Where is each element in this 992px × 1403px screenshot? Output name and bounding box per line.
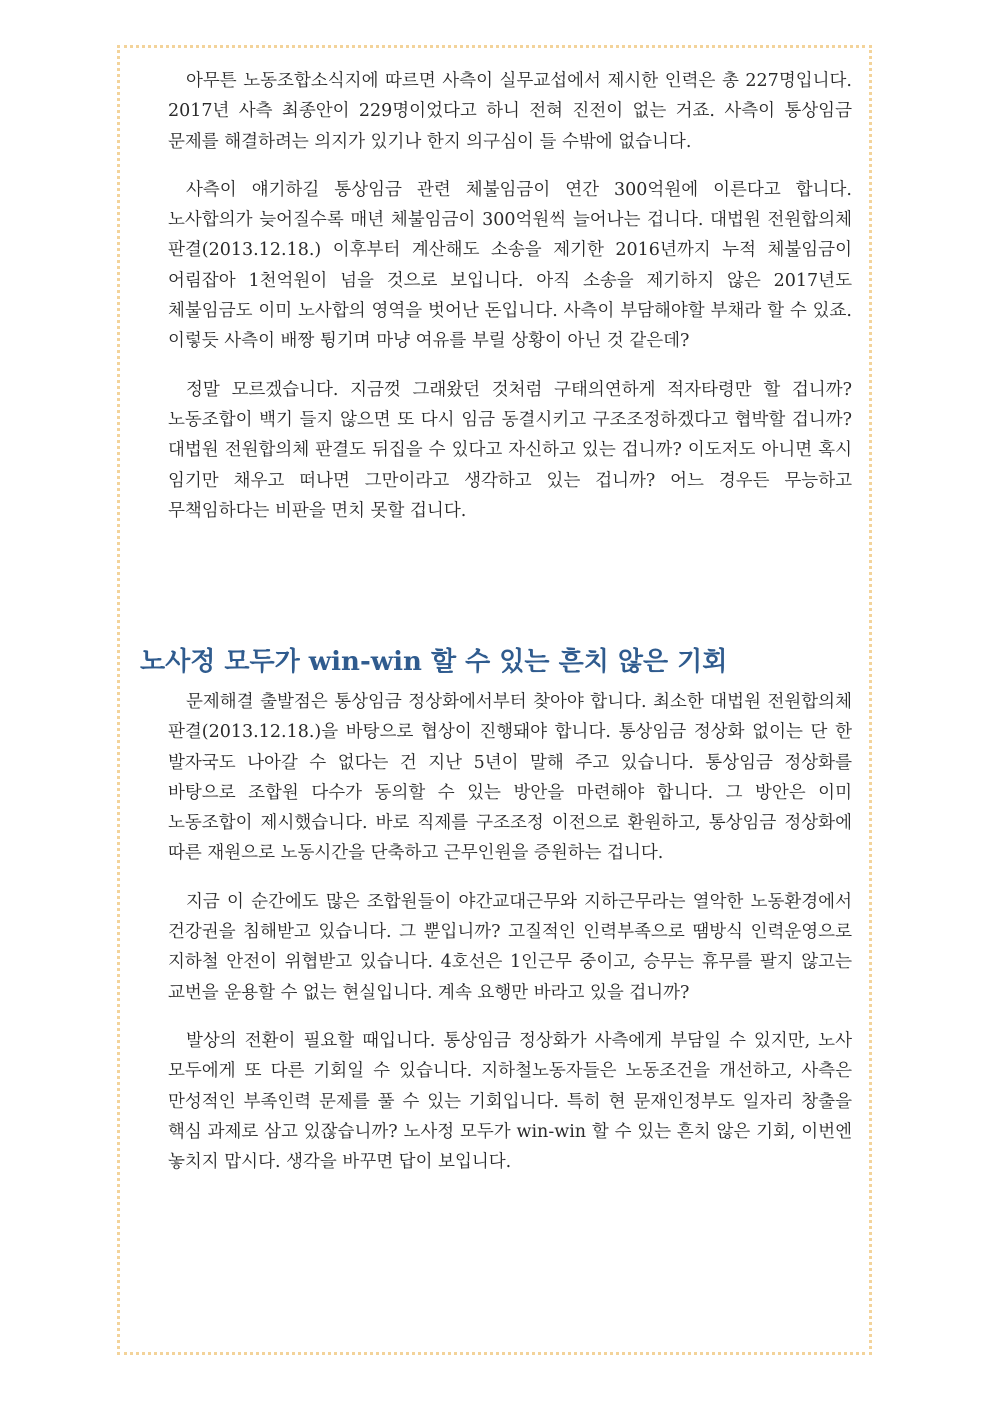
- paragraph: 문제해결 출발점은 통상임금 정상화에서부터 찾아야 합니다. 최소한 대법원 전원합의체 판결(2013.12.18.)을 바탕으로 협상이 진행돼야 합니다. 통상임금 정상화 없이는 단 한 발자국도 나아갈 수 없다는 건 지난 5년이 말해 주고 있습니다. 통상임금 정상화를 바탕으로 조합원 다수가 동의할 수 있는 방안을 마련해야 합니다. 그 방안은 이미 노동조합이 제시했습니다. 바로 직제를 구조조정 이전으로 환원하고, 통상임금 정상화에 따른 재원으로 노동시간을 단축하고 근무인원을 증원하는 겁니다.: [168, 692, 852, 864]
- paragraph: 아무튼 노동조합소식지에 따르면 사측이 실무교섭에서 제시한 인력은 총 227명입니다. 2017년 사측 최종안이 229명이었다고 하니 전혀 진전이 없는 거죠. 사측이 통상임금 문제를 해결하려는 의지가 있기나 한지 의구심이 들 수밖에 없습니다.: [168, 71, 852, 152]
- paragraph: 사측이 얘기하길 통상임금 관련 체불임금이 연간 300억원에 이른다고 합니다. 노사합의가 늦어질수록 매년 체불임금이 300억원씩 늘어나는 겁니다. 대법원 전원합의체 판결(2013.12.18.) 이후부터 계산해도 소송을 제기한 2016년까지 누적 체불임금이 어림잡아 1천억원이 넘을 것으로 보입니다. 아직 소송을 제기하지 않은 2017년도 체불임금도 이미 노사합의 영역을 벗어난 돈입니다. 사측이 부담해야할 부채라 할 수 있죠. 이렇듯 사측이 배짱 튕기며 마냥 여유를 부릴 상황이 아닌 것 같은데?: [168, 179, 852, 352]
- section-2-body: [168, 687, 852, 1195]
- section-1-body: [168, 66, 852, 544]
- paragraph: 정말 모르겠습니다. 지금껏 그래왔던 것처럼 구태의연하게 적자타령만 할 겁니까? 노동조합이 백기 들지 않으면 또 다시 임금 동결시키고 구조조정하겠다고 협박할 겁니까? 대법원 전원합의체 판결도 뒤집을 수 있다고 자신하고 있는 겁니까? 이도저도 아니면 혹시 임기만 채우고 떠나면 그만이라고 생각하고 있는 겁니까? 어느 경우든 무능하고 무책임하다는 비판을 면치 못할 겁니다.: [168, 379, 852, 521]
- section-heading: 노사정 모두가 win-win 할 수 있는 흔치 않은 기회: [140, 647, 728, 677]
- paragraph: 지금 이 순간에도 많은 조합원들이 야간교대근무와 지하근무라는 열악한 노동환경에서 건강권을 침해받고 있습니다. 그 뿐입니까? 고질적인 인력부족으로 땜방식 인력운영으로 지하철 안전이 위협받고 있습니다. 4호선은 1인근무 중이고, 승무는 휴무를 팔지 않고는 교번을 운용할 수 없는 현실입니다. 계속 요행만 바라고 있을 겁니까?: [168, 891, 852, 1003]
- paragraph: 발상의 전환이 필요할 때입니다. 통상임금 정상화가 사측에게 부담일 수 있지만, 노사 모두에게 또 다른 기회일 수 있습니다. 지하철노동자들은 노동조건을 개선하고, 사측은 만성적인 부족인력 문제를 풀 수 있는 기회입니다. 특히 현 문재인정부도 일자리 창출을 핵심 과제로 삼고 있잖습니까? 노사정 모두가 win-win 할 수 있는 흔치 않은 기회, 이번엔 놓치지 맙시다. 생각을 바꾸면 답이 보입니다.: [168, 1030, 852, 1173]
